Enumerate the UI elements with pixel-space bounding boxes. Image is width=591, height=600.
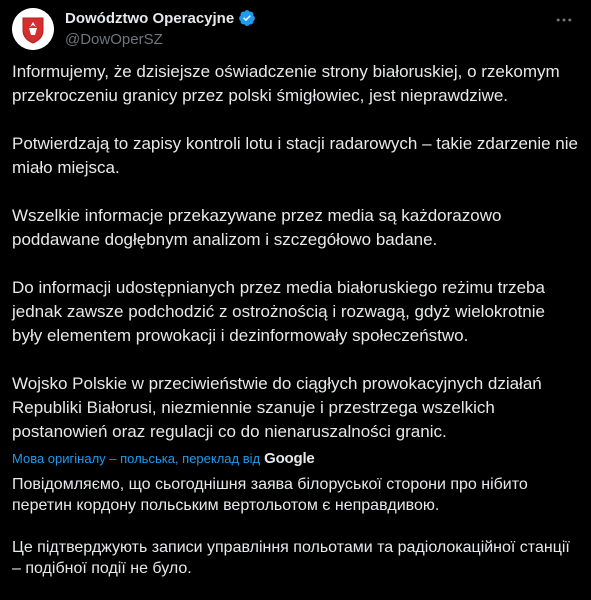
- more-horizontal-icon: [554, 10, 574, 30]
- translation-paragraph: Це підтверджують записи управління польотами та радіолокаційної станції – подібної події не було.: [12, 539, 570, 577]
- tweet-paragraph: Potwierdzają to zapisy kontroli lotu i stacji radarowych – takie zdarzenie nie miało miejsca.: [12, 134, 578, 177]
- tweet-paragraph: Do informacji udostępnianych przez media białoruskiego reżimu trzeba jednak zawsze podchodzić z ostrożnością i rozwagą, gdyż wielokrotnie były elementem prowokacji i dezinformowały społeczeństwo.: [12, 278, 545, 345]
- translated-by-link[interactable]: [12, 448, 579, 468]
- translation-label: Мова оригіналу – польська, переклад від: [12, 450, 261, 466]
- verified-badge-icon: [238, 9, 256, 27]
- tweet-paragraph: Wszelkie informacje przekazywane przez media są każdorazowo poddawane dogłębnym analizom i szczegółowo badane.: [12, 206, 502, 249]
- author-name[interactable]: Dowództwo Operacyjne: [65, 9, 235, 27]
- google-logo: Google: [264, 449, 315, 467]
- author-names: [65, 8, 256, 48]
- more-options-button[interactable]: [549, 8, 579, 32]
- tweet-paragraph: Informujemy, że dzisiejsze oświadczenie strony białoruskiej, o rzekomym przekroczeniu granicy przez polski śmigłowiec, jest nieprawdziwe.: [12, 62, 560, 105]
- avatar[interactable]: [12, 8, 54, 50]
- author-handle[interactable]: @DowOperSZ: [65, 31, 163, 48]
- tweet-paragraph: Wojsko Polskie w przeciwieństwie do ciągłych prowokacyjnych działań Republiki Białorusi, niezmiennie szanuje i przestrzega wszelkich postanowień oraz regulacji co do nienaruszalności granic.: [12, 374, 542, 441]
- tweet-body: [12, 60, 579, 600]
- shield-emblem-icon: [12, 8, 54, 50]
- translation-text: [12, 474, 579, 579]
- translation-paragraph: Повідомляємо, що сьогоднішня заява білоруської сторони про нібито перетин кордону польським вертольотом є неправдивою.: [12, 476, 528, 514]
- tweet-header: [12, 8, 579, 50]
